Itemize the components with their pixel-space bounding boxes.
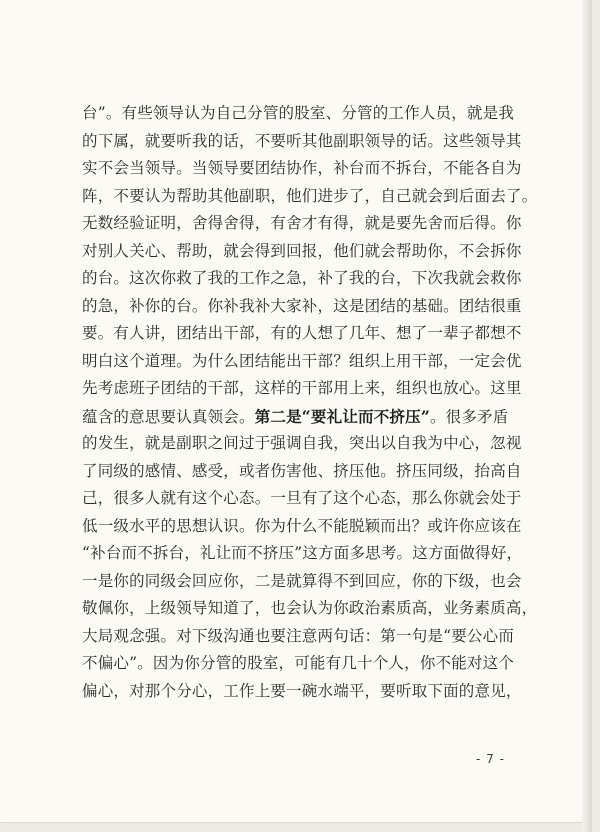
text-line (82, 513, 520, 541)
line-text: 无数经验证明，舍得舍得，有舍才有得，就是要先舍而后得。你 (82, 214, 522, 232)
line-text: 蕴含的意思要认真领会。 (82, 407, 255, 426)
line-text: 低一级水平的思想认识。你为什么不能脱颖而出？或许你应该在 (82, 516, 522, 535)
text-line (82, 568, 520, 596)
line-text: 的下属，就要听我的话，不要听其他副职领导的话。这些领导其 (82, 131, 522, 150)
text-line (82, 210, 520, 238)
text-line (82, 265, 520, 293)
text-line (82, 293, 520, 321)
scan-edge-shadow (582, 0, 592, 832)
line-text: 己，很多人就有这个心态。一旦有了这个心态，那么你就会处于 (82, 489, 522, 507)
text-line (82, 348, 520, 376)
text-line (82, 320, 520, 348)
text-line (82, 403, 520, 431)
text-line (82, 540, 523, 568)
line-text: 敬佩你，上级领导知道了，也会认为你政治素质高，业务素质高， (82, 599, 538, 617)
text-line (82, 430, 520, 458)
line-text: 对别人关心、帮助，就会得到回报，他们就会帮助你，不会拆你 (82, 241, 522, 260)
text-line (82, 595, 538, 623)
line-text-continued: 。很多矛盾 (429, 407, 509, 426)
line-text: 明白这个道理。为什么团结能出干部？组织上用干部，一定会优 (82, 351, 522, 370)
line-text: 的台。这次你救了我的工作之急，补了我的台，下次我就会救你 (82, 269, 522, 287)
text-line (82, 485, 520, 513)
line-text: 台”。有些领导认为自己分管的股室、分管的工作人员，就是我 (82, 104, 515, 122)
body-text (82, 100, 538, 705)
line-text: 的急，补你的台。你补我补大家补，这是团结的基础。团结很重 (82, 296, 522, 315)
line-text: 不偏心”。因为你分管的股室，可能有几十个人，你不能对这个 (82, 654, 515, 672)
text-line (82, 238, 520, 266)
text-line (82, 650, 520, 678)
line-text: 大局观念强。对下级沟通也要注意两句话：第一句是“要公心而 (82, 626, 515, 645)
line-text: 了同级的感情、感受，或者伤害他、挤压他。挤压同级，抬高自 (82, 461, 522, 480)
text-line (82, 623, 520, 651)
line-text: 先考虑班子团结的干部，这样的干部用上来，组织也放心。这里 (82, 379, 522, 397)
line-text: 的发生，就是副职之间过于强调自我，突出以自我为中心，忽视 (82, 434, 522, 452)
line-text: 阵，不要认为帮助其他副职，他们进步了，自己就会到后面去了。 (82, 186, 538, 205)
line-text: “补台而不拆台，礼让而不挤压”这方面多思考。这方面做得好， (82, 544, 523, 562)
text-line (82, 128, 520, 156)
text-line (82, 100, 520, 128)
line-text: 偏心，对那个分心，工作上要一碗水端平，要听取下面的意见， (82, 681, 522, 700)
line-text: 实不会当领导。当领导要团结协作，补台而不拆台，不能各自为 (82, 159, 522, 177)
bold-heading-text: 第二是“要礼让而不挤压” (254, 406, 430, 426)
text-line (82, 155, 520, 183)
line-text: 要。有人讲，团结出干部，有的人想了几年、想了一辈子都想不 (82, 324, 522, 342)
page-number: - 7 - (476, 752, 505, 766)
text-line (82, 375, 520, 403)
line-text: 一是你的同级会回应你，二是就算得不到回应，你的下级，也会 (82, 571, 522, 590)
text-line (82, 678, 520, 706)
text-line (82, 458, 520, 486)
text-line (82, 183, 538, 211)
